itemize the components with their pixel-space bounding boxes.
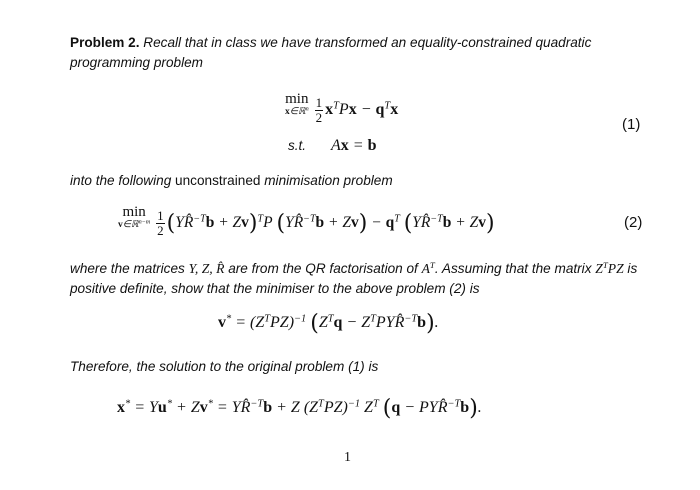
problem-intro — [70, 33, 650, 73]
equation-1-objective: min x∈ℝ$^n$ $\frac{1}{2}$ $x^TPx - q^Tx$ — [285, 91, 399, 125]
where-paragraph: where the matrices Y, Z, R̂ are from the QR factorisation of $A^T$. Assuming that the matrix $Z^TPZ$ is positive definite, show that the minimiser to the above problem (2) is — [70, 260, 638, 296]
equation-2: min v∈ℝ$^{n-m}$ $\frac{1}{2}$ (YR̂$^{-T}$b + Zv)$^T$P (YR̂$^{-T}$b + $Zv) - q^T$ (YR̂$^{-T}$b + Zv) — [118, 204, 495, 238]
intro-text: Recall that in class we have transformed an equality-constrained quadratic programming problem — [70, 35, 592, 70]
equation-1-constraint: Ax = b — [331, 137, 377, 154]
min-operator: min v∈ℝ$^{n-m}$ — [118, 204, 151, 230]
problem-label: Problem 2. — [70, 35, 140, 50]
min-operator: min x∈ℝ$^n$ — [285, 91, 309, 117]
equation-minimiser: $v^* = (Z^TPZ)^{-1}$ ($Z^Tq$ − $Z^TPYR̂^{-T}b$). — [218, 311, 439, 336]
fraction-half: $\frac{1}{2}$ — [315, 94, 323, 125]
equation-2-number: (2) — [624, 214, 643, 231]
page-number: 1 — [344, 450, 351, 465]
equation-1-number: (1) — [622, 116, 641, 133]
st-label: s.t. — [288, 138, 307, 153]
equation-solution: x* = Yu* + Zv* = YR̂$^{-T}$b + Z $(Z^TPZ)^{-1}$ $Z^T$ (q − PYR̂$^{-T}$b). — [117, 396, 482, 421]
therefore-text: Therefore, the solution to the original problem (1) is — [70, 359, 379, 374]
transition-text: into the following unconstrained minimisation problem — [70, 173, 393, 188]
